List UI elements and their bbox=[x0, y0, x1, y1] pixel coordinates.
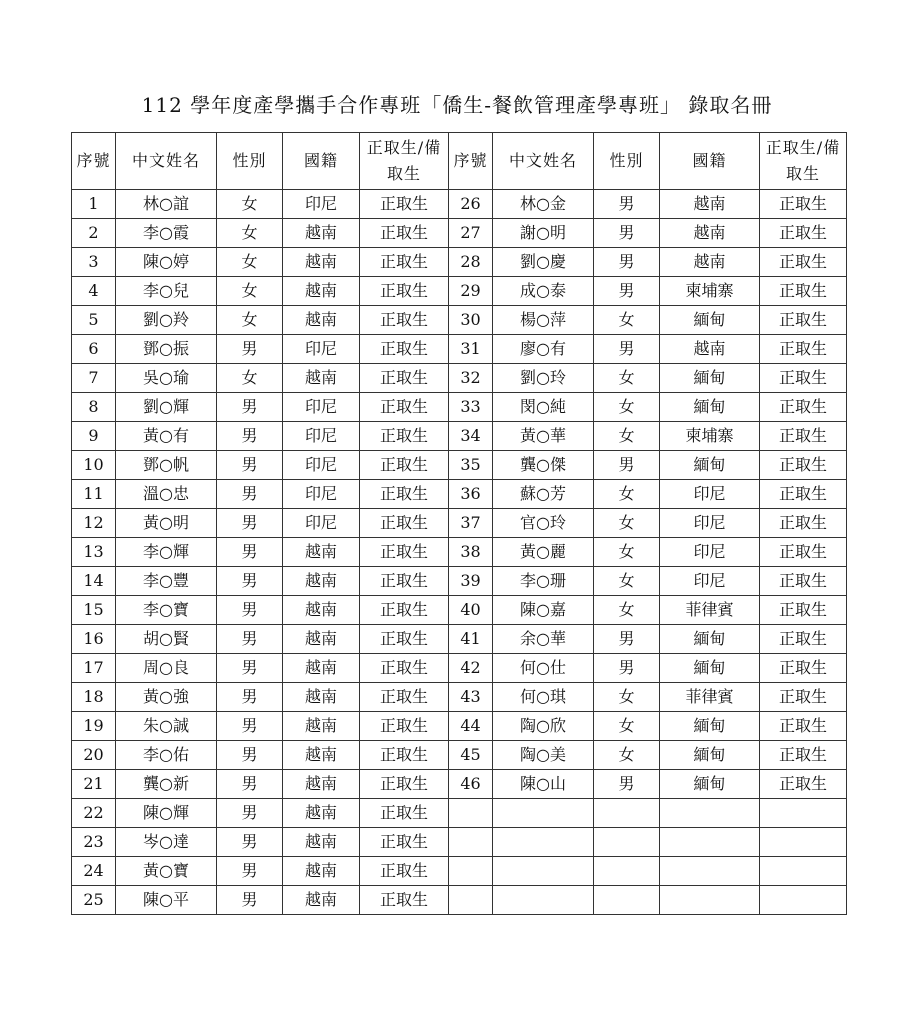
cell-nationality: 越南 bbox=[283, 364, 360, 393]
cell-nationality: 柬埔寨 bbox=[660, 277, 760, 306]
cell-status: 正取生 bbox=[360, 364, 449, 393]
cell-gender: 女 bbox=[217, 248, 283, 277]
cell-seq: 20 bbox=[72, 741, 116, 770]
cell-gender: 男 bbox=[217, 857, 283, 886]
cell-status: 正取生 bbox=[360, 335, 449, 364]
cell-seq: 29 bbox=[449, 277, 493, 306]
cell-gender: 男 bbox=[594, 625, 660, 654]
cell-gender: 男 bbox=[594, 451, 660, 480]
cell-status: 正取生 bbox=[360, 451, 449, 480]
cell-seq: 21 bbox=[72, 770, 116, 799]
empty-cell bbox=[594, 828, 660, 857]
empty-cell bbox=[493, 799, 594, 828]
cell-name: 李○佑 bbox=[116, 741, 217, 770]
cell-seq: 13 bbox=[72, 538, 116, 567]
cell-seq: 19 bbox=[72, 712, 116, 741]
cell-name: 黃○有 bbox=[116, 422, 217, 451]
cell-seq: 14 bbox=[72, 567, 116, 596]
cell-gender: 女 bbox=[594, 480, 660, 509]
cell-nationality: 緬甸 bbox=[660, 712, 760, 741]
cell-name: 溫○忠 bbox=[116, 480, 217, 509]
cell-name: 楊○萍 bbox=[493, 306, 594, 335]
cell-status: 正取生 bbox=[760, 538, 847, 567]
cell-seq: 17 bbox=[72, 654, 116, 683]
cell-nationality: 越南 bbox=[283, 741, 360, 770]
empty-cell bbox=[449, 828, 493, 857]
cell-nationality: 越南 bbox=[283, 857, 360, 886]
cell-seq: 3 bbox=[72, 248, 116, 277]
cell-name: 龔○新 bbox=[116, 770, 217, 799]
cell-name: 黃○華 bbox=[493, 422, 594, 451]
cell-nationality: 越南 bbox=[283, 277, 360, 306]
cell-name: 謝○明 bbox=[493, 219, 594, 248]
empty-cell bbox=[760, 799, 847, 828]
cell-status: 正取生 bbox=[360, 509, 449, 538]
cell-status: 正取生 bbox=[760, 654, 847, 683]
cell-nationality: 緬甸 bbox=[660, 654, 760, 683]
cell-status: 正取生 bbox=[760, 480, 847, 509]
cell-gender: 男 bbox=[217, 480, 283, 509]
cell-seq: 45 bbox=[449, 741, 493, 770]
cell-seq: 24 bbox=[72, 857, 116, 886]
cell-status: 正取生 bbox=[360, 770, 449, 799]
table-row bbox=[72, 857, 847, 886]
cell-name: 劉○羚 bbox=[116, 306, 217, 335]
cell-nationality: 越南 bbox=[283, 886, 360, 915]
cell-gender: 男 bbox=[217, 799, 283, 828]
cell-nationality: 印尼 bbox=[660, 538, 760, 567]
empty-cell bbox=[449, 799, 493, 828]
header-seq: 序號 bbox=[449, 133, 493, 190]
cell-name: 李○輝 bbox=[116, 538, 217, 567]
cell-status: 正取生 bbox=[760, 422, 847, 451]
cell-name: 陶○美 bbox=[493, 741, 594, 770]
cell-status: 正取生 bbox=[360, 741, 449, 770]
cell-nationality: 緬甸 bbox=[660, 364, 760, 393]
cell-seq: 10 bbox=[72, 451, 116, 480]
cell-nationality: 菲律賓 bbox=[660, 596, 760, 625]
cell-status: 正取生 bbox=[360, 625, 449, 654]
cell-status: 正取生 bbox=[360, 857, 449, 886]
cell-name: 劉○玲 bbox=[493, 364, 594, 393]
cell-nationality: 印尼 bbox=[283, 422, 360, 451]
cell-nationality: 緬甸 bbox=[660, 451, 760, 480]
cell-name: 陳○輝 bbox=[116, 799, 217, 828]
cell-name: 黃○強 bbox=[116, 683, 217, 712]
empty-cell bbox=[449, 857, 493, 886]
cell-gender: 男 bbox=[217, 538, 283, 567]
cell-name: 陳○平 bbox=[116, 886, 217, 915]
header-gender: 性別 bbox=[594, 133, 660, 190]
cell-status: 正取生 bbox=[360, 828, 449, 857]
cell-nationality: 越南 bbox=[283, 567, 360, 596]
cell-gender: 女 bbox=[217, 190, 283, 219]
empty-cell bbox=[594, 886, 660, 915]
cell-status: 正取生 bbox=[360, 277, 449, 306]
cell-nationality: 緬甸 bbox=[660, 741, 760, 770]
cell-nationality: 越南 bbox=[283, 596, 360, 625]
empty-cell bbox=[594, 857, 660, 886]
cell-name: 陳○山 bbox=[493, 770, 594, 799]
cell-seq: 18 bbox=[72, 683, 116, 712]
cell-status: 正取生 bbox=[360, 683, 449, 712]
cell-gender: 男 bbox=[217, 393, 283, 422]
cell-name: 林○金 bbox=[493, 190, 594, 219]
cell-seq: 2 bbox=[72, 219, 116, 248]
cell-seq: 4 bbox=[72, 277, 116, 306]
table-row bbox=[72, 741, 847, 770]
cell-status: 正取生 bbox=[760, 625, 847, 654]
cell-seq: 42 bbox=[449, 654, 493, 683]
cell-seq: 6 bbox=[72, 335, 116, 364]
cell-gender: 女 bbox=[594, 306, 660, 335]
cell-gender: 女 bbox=[594, 538, 660, 567]
cell-status: 正取生 bbox=[760, 277, 847, 306]
cell-seq: 40 bbox=[449, 596, 493, 625]
cell-nationality: 越南 bbox=[660, 335, 760, 364]
cell-gender: 男 bbox=[217, 886, 283, 915]
cell-status: 正取生 bbox=[360, 219, 449, 248]
empty-cell bbox=[660, 857, 760, 886]
cell-gender: 男 bbox=[217, 422, 283, 451]
cell-status: 正取生 bbox=[760, 248, 847, 277]
cell-gender: 男 bbox=[217, 770, 283, 799]
cell-status: 正取生 bbox=[360, 306, 449, 335]
cell-nationality: 印尼 bbox=[660, 567, 760, 596]
cell-nationality: 越南 bbox=[283, 828, 360, 857]
cell-name: 李○珊 bbox=[493, 567, 594, 596]
cell-seq: 23 bbox=[72, 828, 116, 857]
table-row bbox=[72, 683, 847, 712]
cell-gender: 男 bbox=[217, 828, 283, 857]
cell-status: 正取生 bbox=[360, 567, 449, 596]
cell-status: 正取生 bbox=[360, 190, 449, 219]
empty-cell bbox=[660, 799, 760, 828]
cell-nationality: 印尼 bbox=[283, 335, 360, 364]
cell-name: 胡○賢 bbox=[116, 625, 217, 654]
table-row bbox=[72, 451, 847, 480]
cell-status: 正取生 bbox=[760, 567, 847, 596]
table-row bbox=[72, 770, 847, 799]
cell-gender: 女 bbox=[594, 712, 660, 741]
cell-status: 正取生 bbox=[360, 393, 449, 422]
cell-name: 劉○慶 bbox=[493, 248, 594, 277]
cell-nationality: 越南 bbox=[283, 712, 360, 741]
empty-cell bbox=[449, 886, 493, 915]
cell-status: 正取生 bbox=[760, 741, 847, 770]
cell-status: 正取生 bbox=[760, 509, 847, 538]
header-name: 中文姓名 bbox=[493, 133, 594, 190]
cell-name: 龔○傑 bbox=[493, 451, 594, 480]
cell-nationality: 越南 bbox=[283, 306, 360, 335]
cell-gender: 男 bbox=[217, 712, 283, 741]
cell-gender: 女 bbox=[594, 509, 660, 538]
cell-name: 陳○嘉 bbox=[493, 596, 594, 625]
cell-name: 朱○誠 bbox=[116, 712, 217, 741]
cell-name: 官○玲 bbox=[493, 509, 594, 538]
cell-seq: 36 bbox=[449, 480, 493, 509]
cell-status: 正取生 bbox=[760, 335, 847, 364]
cell-nationality: 越南 bbox=[660, 248, 760, 277]
cell-seq: 31 bbox=[449, 335, 493, 364]
cell-status: 正取生 bbox=[360, 538, 449, 567]
cell-nationality: 越南 bbox=[283, 654, 360, 683]
cell-status: 正取生 bbox=[760, 364, 847, 393]
cell-nationality: 越南 bbox=[283, 683, 360, 712]
cell-nationality: 印尼 bbox=[283, 190, 360, 219]
cell-status: 正取生 bbox=[360, 596, 449, 625]
cell-nationality: 印尼 bbox=[283, 451, 360, 480]
cell-name: 岑○達 bbox=[116, 828, 217, 857]
cell-gender: 男 bbox=[217, 596, 283, 625]
header-status: 正取生/備取生 bbox=[360, 133, 449, 190]
header-gender: 性別 bbox=[217, 133, 283, 190]
cell-seq: 22 bbox=[72, 799, 116, 828]
cell-nationality: 菲律賓 bbox=[660, 683, 760, 712]
cell-status: 正取生 bbox=[760, 190, 847, 219]
cell-seq: 43 bbox=[449, 683, 493, 712]
cell-gender: 女 bbox=[217, 277, 283, 306]
cell-gender: 男 bbox=[217, 741, 283, 770]
header-nationality: 國籍 bbox=[660, 133, 760, 190]
table-row bbox=[72, 799, 847, 828]
cell-status: 正取生 bbox=[760, 393, 847, 422]
empty-cell bbox=[493, 886, 594, 915]
cell-status: 正取生 bbox=[760, 219, 847, 248]
table-row bbox=[72, 596, 847, 625]
table-row bbox=[72, 567, 847, 596]
cell-seq: 7 bbox=[72, 364, 116, 393]
cell-name: 劉○輝 bbox=[116, 393, 217, 422]
cell-gender: 女 bbox=[217, 306, 283, 335]
cell-nationality: 緬甸 bbox=[660, 770, 760, 799]
table-row bbox=[72, 393, 847, 422]
cell-gender: 女 bbox=[594, 596, 660, 625]
cell-gender: 男 bbox=[217, 335, 283, 364]
cell-name: 陶○欣 bbox=[493, 712, 594, 741]
table-row bbox=[72, 654, 847, 683]
table-row bbox=[72, 306, 847, 335]
page-title: 112 學年度產學攜手合作專班「僑生-餐飲管理產學專班」 錄取名冊 bbox=[141, 93, 773, 117]
cell-nationality: 印尼 bbox=[660, 509, 760, 538]
cell-seq: 15 bbox=[72, 596, 116, 625]
cell-gender: 男 bbox=[594, 190, 660, 219]
cell-name: 余○華 bbox=[493, 625, 594, 654]
cell-seq: 16 bbox=[72, 625, 116, 654]
cell-status: 正取生 bbox=[360, 480, 449, 509]
table-row bbox=[72, 828, 847, 857]
cell-gender: 男 bbox=[217, 451, 283, 480]
cell-status: 正取生 bbox=[760, 683, 847, 712]
cell-gender: 男 bbox=[594, 277, 660, 306]
cell-name: 鄧○振 bbox=[116, 335, 217, 364]
cell-name: 李○豐 bbox=[116, 567, 217, 596]
cell-gender: 女 bbox=[594, 683, 660, 712]
cell-name: 黃○寶 bbox=[116, 857, 217, 886]
cell-name: 鄧○帆 bbox=[116, 451, 217, 480]
cell-seq: 11 bbox=[72, 480, 116, 509]
cell-gender: 男 bbox=[594, 248, 660, 277]
cell-seq: 35 bbox=[449, 451, 493, 480]
cell-seq: 12 bbox=[72, 509, 116, 538]
cell-gender: 女 bbox=[217, 219, 283, 248]
empty-cell bbox=[760, 828, 847, 857]
cell-seq: 44 bbox=[449, 712, 493, 741]
cell-seq: 25 bbox=[72, 886, 116, 915]
empty-cell bbox=[760, 857, 847, 886]
cell-nationality: 印尼 bbox=[660, 480, 760, 509]
cell-gender: 男 bbox=[217, 625, 283, 654]
cell-gender: 女 bbox=[594, 422, 660, 451]
cell-nationality: 越南 bbox=[660, 219, 760, 248]
cell-gender: 男 bbox=[594, 219, 660, 248]
cell-nationality: 越南 bbox=[283, 625, 360, 654]
cell-status: 正取生 bbox=[760, 596, 847, 625]
header-name: 中文姓名 bbox=[116, 133, 217, 190]
cell-nationality: 緬甸 bbox=[660, 393, 760, 422]
cell-nationality: 越南 bbox=[283, 219, 360, 248]
cell-nationality: 越南 bbox=[283, 770, 360, 799]
cell-name: 廖○有 bbox=[493, 335, 594, 364]
cell-nationality: 印尼 bbox=[283, 509, 360, 538]
cell-seq: 26 bbox=[449, 190, 493, 219]
empty-cell bbox=[594, 799, 660, 828]
cell-status: 正取生 bbox=[760, 306, 847, 335]
header-seq: 序號 bbox=[72, 133, 116, 190]
header-nationality: 國籍 bbox=[283, 133, 360, 190]
cell-status: 正取生 bbox=[360, 886, 449, 915]
cell-nationality: 越南 bbox=[283, 538, 360, 567]
cell-gender: 女 bbox=[594, 364, 660, 393]
cell-nationality: 印尼 bbox=[283, 480, 360, 509]
cell-name: 吳○瑜 bbox=[116, 364, 217, 393]
cell-name: 閔○純 bbox=[493, 393, 594, 422]
cell-name: 何○琪 bbox=[493, 683, 594, 712]
cell-status: 正取生 bbox=[360, 799, 449, 828]
cell-status: 正取生 bbox=[360, 422, 449, 451]
cell-status: 正取生 bbox=[360, 248, 449, 277]
table-row bbox=[72, 277, 847, 306]
cell-nationality: 越南 bbox=[660, 190, 760, 219]
cell-seq: 39 bbox=[449, 567, 493, 596]
cell-seq: 28 bbox=[449, 248, 493, 277]
table-header-row bbox=[72, 133, 847, 190]
cell-seq: 1 bbox=[72, 190, 116, 219]
cell-seq: 46 bbox=[449, 770, 493, 799]
cell-seq: 9 bbox=[72, 422, 116, 451]
cell-seq: 37 bbox=[449, 509, 493, 538]
cell-name: 成○泰 bbox=[493, 277, 594, 306]
table-row bbox=[72, 248, 847, 277]
table-row bbox=[72, 422, 847, 451]
cell-gender: 男 bbox=[217, 509, 283, 538]
cell-status: 正取生 bbox=[760, 451, 847, 480]
cell-nationality: 緬甸 bbox=[660, 625, 760, 654]
table-row bbox=[72, 480, 847, 509]
table-row bbox=[72, 509, 847, 538]
empty-cell bbox=[660, 828, 760, 857]
table-row bbox=[72, 335, 847, 364]
table-row bbox=[72, 190, 847, 219]
cell-name: 陳○婷 bbox=[116, 248, 217, 277]
cell-status: 正取生 bbox=[760, 770, 847, 799]
empty-cell bbox=[660, 886, 760, 915]
table-row bbox=[72, 712, 847, 741]
cell-gender: 男 bbox=[217, 654, 283, 683]
cell-seq: 30 bbox=[449, 306, 493, 335]
cell-gender: 男 bbox=[217, 567, 283, 596]
table-row bbox=[72, 219, 847, 248]
table-row bbox=[72, 625, 847, 654]
cell-seq: 33 bbox=[449, 393, 493, 422]
cell-nationality: 印尼 bbox=[283, 393, 360, 422]
cell-gender: 女 bbox=[594, 741, 660, 770]
cell-status: 正取生 bbox=[360, 654, 449, 683]
cell-name: 李○寶 bbox=[116, 596, 217, 625]
cell-seq: 41 bbox=[449, 625, 493, 654]
cell-name: 黃○明 bbox=[116, 509, 217, 538]
empty-cell bbox=[493, 857, 594, 886]
cell-nationality: 越南 bbox=[283, 248, 360, 277]
cell-name: 黃○麗 bbox=[493, 538, 594, 567]
cell-nationality: 柬埔寨 bbox=[660, 422, 760, 451]
cell-name: 周○良 bbox=[116, 654, 217, 683]
cell-gender: 男 bbox=[594, 335, 660, 364]
header-status: 正取生/備取生 bbox=[760, 133, 847, 190]
cell-nationality: 越南 bbox=[283, 799, 360, 828]
cell-gender: 男 bbox=[594, 770, 660, 799]
cell-status: 正取生 bbox=[360, 712, 449, 741]
cell-seq: 32 bbox=[449, 364, 493, 393]
cell-name: 林○誼 bbox=[116, 190, 217, 219]
table-row bbox=[72, 364, 847, 393]
cell-nationality: 緬甸 bbox=[660, 306, 760, 335]
cell-name: 李○霞 bbox=[116, 219, 217, 248]
cell-name: 蘇○芳 bbox=[493, 480, 594, 509]
table-row bbox=[72, 538, 847, 567]
cell-seq: 34 bbox=[449, 422, 493, 451]
table-row bbox=[72, 886, 847, 915]
admission-roster-table bbox=[71, 132, 847, 915]
empty-cell bbox=[493, 828, 594, 857]
cell-seq: 27 bbox=[449, 219, 493, 248]
cell-status: 正取生 bbox=[760, 712, 847, 741]
cell-gender: 女 bbox=[594, 393, 660, 422]
cell-seq: 8 bbox=[72, 393, 116, 422]
cell-gender: 男 bbox=[217, 683, 283, 712]
cell-gender: 女 bbox=[594, 567, 660, 596]
cell-gender: 男 bbox=[594, 654, 660, 683]
cell-name: 何○仕 bbox=[493, 654, 594, 683]
cell-gender: 女 bbox=[217, 364, 283, 393]
table-body bbox=[72, 190, 847, 915]
cell-name: 李○兒 bbox=[116, 277, 217, 306]
cell-seq: 38 bbox=[449, 538, 493, 567]
cell-seq: 5 bbox=[72, 306, 116, 335]
empty-cell bbox=[760, 886, 847, 915]
